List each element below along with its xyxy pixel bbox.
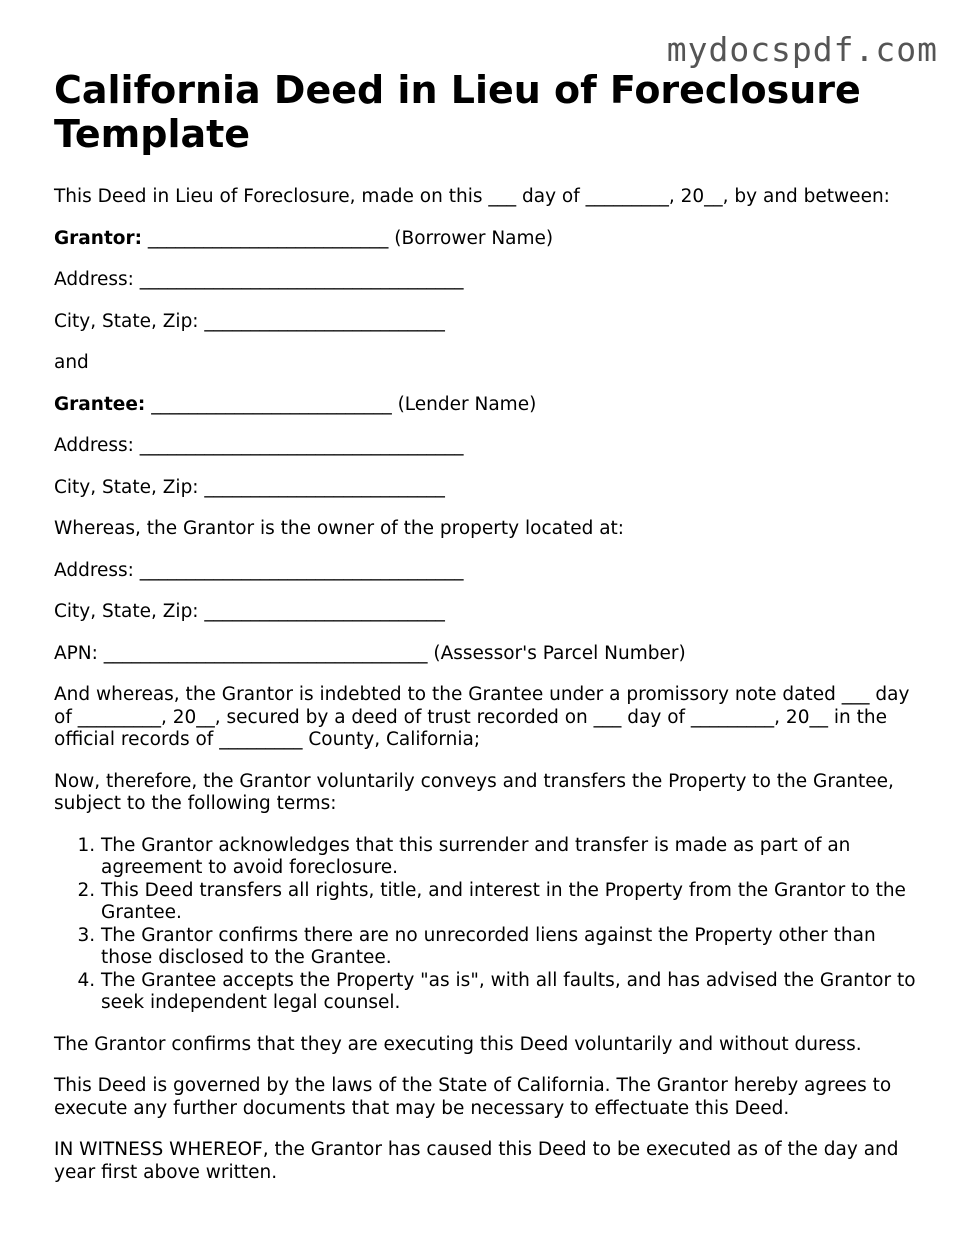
property-apn: APN: ___________________________________ (Assessor's Parcel Number) xyxy=(54,642,686,664)
page-title: California Deed in Lieu of Foreclosure Template xyxy=(54,68,861,156)
property-city-state-zip: City, State, Zip: __________________________ xyxy=(54,601,445,622)
grantor-name-blank: __________________________ (Borrower Name) xyxy=(142,227,554,249)
grantee-label: Grantee: xyxy=(54,393,146,415)
grantee-address: Address: ___________________________________ xyxy=(54,435,464,456)
grantor-line xyxy=(54,228,924,251)
list-item: 2. This Deed transfers all rights, title, and interest in the Property from the Grantor to the Grantee. xyxy=(101,880,924,925)
voluntary-paragraph: The Grantor confirms that they are executing this Deed voluntarily and without duress. xyxy=(54,1033,862,1055)
witness-paragraph: IN WITNESS WHEREOF, the Grantor has caused this Deed to be executed as of the day and year first above written. xyxy=(54,1139,899,1183)
indebted-paragraph: And whereas, the Grantor is indebted to the Grantee under a promissory note dated ___ day of _________, 20__, secured by a deed of trust recorded on ___ day of _________, 20__ in the official records of _________ County, California; xyxy=(54,684,910,750)
document-page xyxy=(54,68,924,1184)
intro-paragraph: This Deed in Lieu of Foreclosure, made on this ___ day of _________, 20__, by and between: xyxy=(54,186,890,207)
list-item: 1. The Grantor acknowledges that this surrender and transfer is made as part of an agreement to avoid foreclosure. xyxy=(101,835,924,880)
whereas-owner: Whereas, the Grantor is the owner of the property located at: xyxy=(54,518,625,539)
list-item: 3. The Grantor confirms there are no unrecorded liens against the Property other than those disclosed to the Grantee. xyxy=(101,925,924,970)
governed-paragraph: This Deed is governed by the laws of the State of California. The Grantor hereby agrees to execute any further documents that may be necessary to effectuate this Deed. xyxy=(54,1075,892,1119)
terms-list xyxy=(54,835,924,1015)
grantor-label: Grantor: xyxy=(54,227,143,249)
grantor-address: Address: ___________________________________ xyxy=(54,269,464,290)
conveys-paragraph: Now, therefore, the Grantor voluntarily conveys and transfers the Property to the Grantee, subject to the following terms: xyxy=(54,770,894,814)
list-item: 4. The Grantee accepts the Property "as is", with all faults, and has advised the Grantor to seek independent legal counsel. xyxy=(101,970,924,1015)
grantee-line xyxy=(54,394,924,417)
grantor-city-state-zip: City, State, Zip: __________________________ xyxy=(54,310,445,332)
property-address: Address: ___________________________________ xyxy=(54,559,464,581)
grantee-city-state-zip: City, State, Zip: __________________________ xyxy=(54,476,445,498)
grantee-name-blank: __________________________ (Lender Name) xyxy=(145,393,537,415)
and-text: and xyxy=(54,352,89,373)
watermark: mydocspdf.com xyxy=(666,30,938,69)
